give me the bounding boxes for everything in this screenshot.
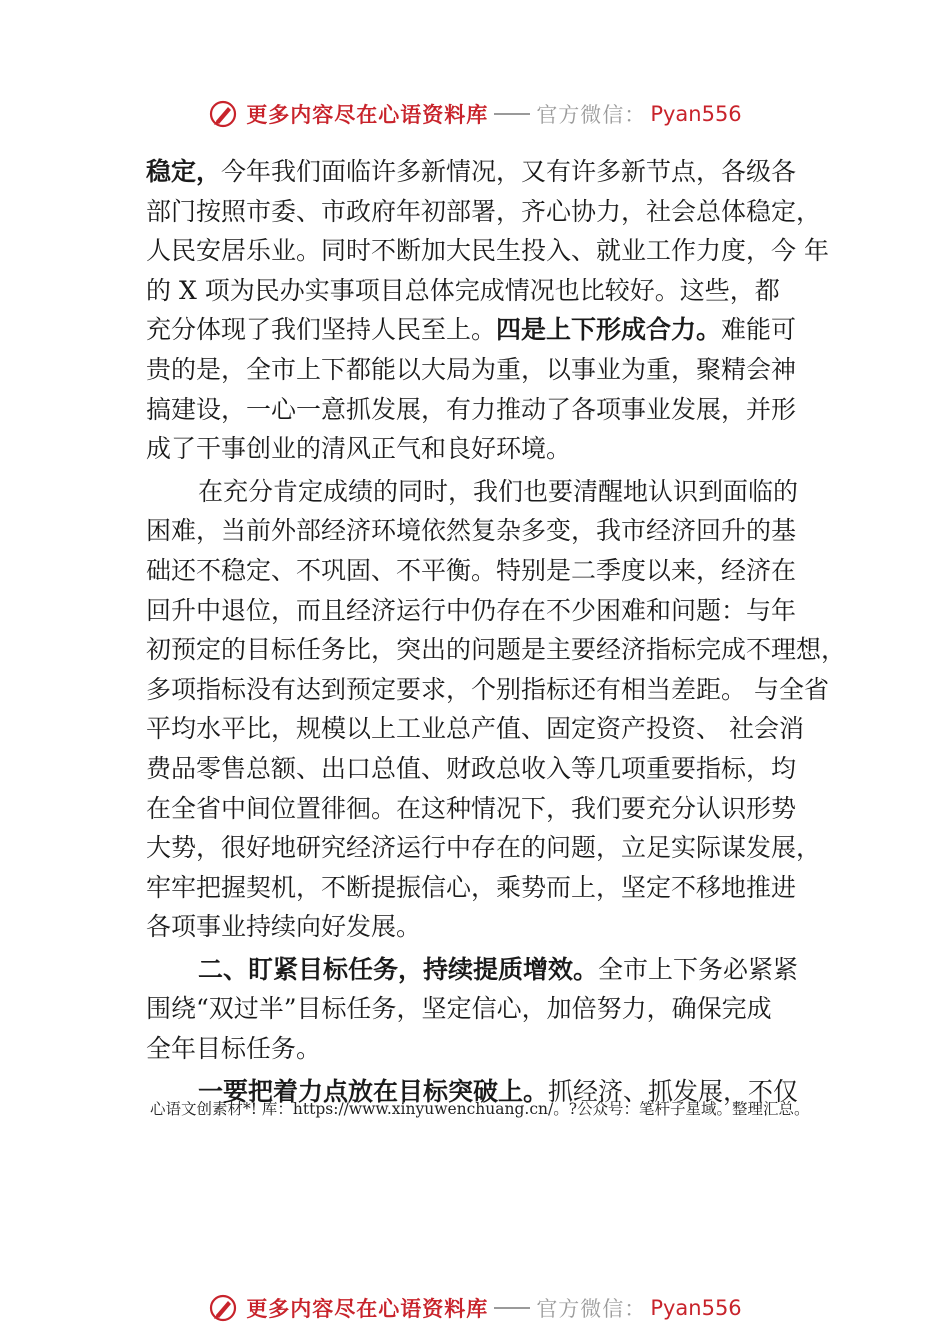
- text-segment: 回升中退位，而且经济运行中仍存在不少困难和问题：与年: [146, 595, 797, 625]
- bold-text-segment: 一要把着力点放在目标突破上。: [198, 1076, 549, 1106]
- text-segment: 大势，很好地研究经济运行中存在的问题，立足实际谋发展，: [146, 833, 822, 863]
- pen-logo-icon: [208, 99, 238, 129]
- banner-brand: 更多内容尽在心语资料库: [246, 103, 489, 127]
- text-segment: 充分体现了我们坚持人民至上。: [146, 315, 497, 345]
- text-segment: 今年我们面临许多新情况，又有许多新节点，各级各: [221, 157, 797, 186]
- footer-banner: [0, 1286, 950, 1330]
- paragraph-line: [146, 709, 846, 749]
- text-segment: 部门按照市委、市政府年初部署，齐心协力，社会总体稳定，: [146, 196, 822, 226]
- banner-handle: Pyan556: [650, 102, 742, 126]
- text-segment: 围绕“双过半”目标任务，坚定信心，加倍努力，确保完成: [146, 994, 772, 1024]
- paragraph-line: [146, 429, 846, 469]
- footer-note: 心语文创素材*! 库：https://www.xinyuwenchuang.cn/。?公众号：笔杆子星域。整理汇总。: [150, 1100, 810, 1118]
- paragraph-line: [146, 670, 846, 710]
- banner-handle: Pyan556: [650, 1296, 742, 1320]
- text-segment: 平均水平比，规模以上工业总产值、固定资产投资、 社会消: [146, 714, 804, 744]
- paragraph-line: [146, 868, 846, 908]
- paragraph-line: [146, 551, 846, 591]
- text-segment: 多项指标没有达到预定要求，个别指标还有相当差距。 与全省: [146, 674, 829, 704]
- banner-dash: [494, 1307, 530, 1309]
- paragraph-line: [146, 789, 846, 829]
- paragraph-line: [146, 989, 846, 1029]
- text-segment: 全市上下务必紧紧: [598, 954, 799, 984]
- bold-text-segment: 二、盯紧目标任务，持续提质增效。: [198, 954, 599, 984]
- paragraph-line: [146, 271, 846, 311]
- paragraph-line: [146, 152, 846, 192]
- text-segment: 的 X 项为民办实事项目总体完成情况也比较好。这些，都: [146, 275, 780, 305]
- text-segment: 在充分肯定成绩的同时，我们也要清醒地认识到面临的: [198, 476, 799, 506]
- paragraph-line: [146, 907, 846, 947]
- header-banner: [0, 92, 950, 136]
- banner-dash: [494, 113, 530, 115]
- text-segment: 各项事业持续向好发展。: [146, 912, 422, 942]
- text-segment: 抓经济、抓发展，不仅: [548, 1076, 799, 1106]
- text-segment: 础还不稳定、不巩固、不平衡。特别是二季度以来，经济在: [146, 555, 797, 585]
- text-segment: 费品零售总额、出口总值、财政总收入等几项重要指标，均: [146, 753, 797, 783]
- paragraph-line: [146, 828, 846, 868]
- text-segment: 成了干事创业的清风正气和良好环境。: [146, 434, 572, 464]
- text-segment: 初预定的目标任务比，突出的问题是主要经济指标完成不理想，: [146, 635, 847, 665]
- banner-brand: 更多内容尽在心语资料库: [246, 1297, 489, 1321]
- paragraph-line: [146, 630, 846, 670]
- text-segment: 人民安居乐业。同时不断加大民生投入、就业工作力度，今 年: [146, 236, 829, 266]
- paragraph-line: [146, 310, 846, 350]
- paragraph-line: [146, 1029, 846, 1069]
- text-segment: 贵的是，全市上下都能以大局为重，以事业为重，聚精会神: [146, 354, 797, 384]
- text-segment: 牢牢把握契机，不断提振信心，乘势而上，坚定不移地推进: [146, 872, 797, 902]
- document-body: [146, 152, 846, 1111]
- banner-official: 官方微信：: [536, 1297, 647, 1321]
- paragraph-line: [146, 749, 846, 789]
- text-segment: 在全省中间位置徘徊。在这种情况下，我们要充分认识形势: [146, 793, 797, 823]
- paragraph-line: [146, 511, 846, 551]
- text-segment: 难能可: [721, 315, 797, 345]
- bold-text-segment: 稳定，: [146, 157, 222, 186]
- pen-logo-icon: [208, 1293, 238, 1323]
- paragraph-line: [146, 192, 846, 232]
- paragraph-line: [146, 231, 846, 271]
- text-segment: 困难，当前外部经济环境依然复杂多变，我市经济回升的基: [146, 516, 797, 546]
- text-segment: 全年目标任务。: [146, 1034, 322, 1064]
- paragraph-line: [146, 390, 846, 430]
- paragraph-line: [146, 591, 846, 631]
- banner-official: 官方微信：: [536, 103, 647, 127]
- paragraph-line: [146, 350, 846, 390]
- paragraph-line: [146, 950, 846, 990]
- text-segment: 搞建设，一心一意抓发展，有力推动了各项事业发展，并形: [146, 394, 797, 424]
- bold-text-segment: 四是上下形成合力。: [496, 315, 722, 345]
- paragraph-line: [146, 472, 846, 512]
